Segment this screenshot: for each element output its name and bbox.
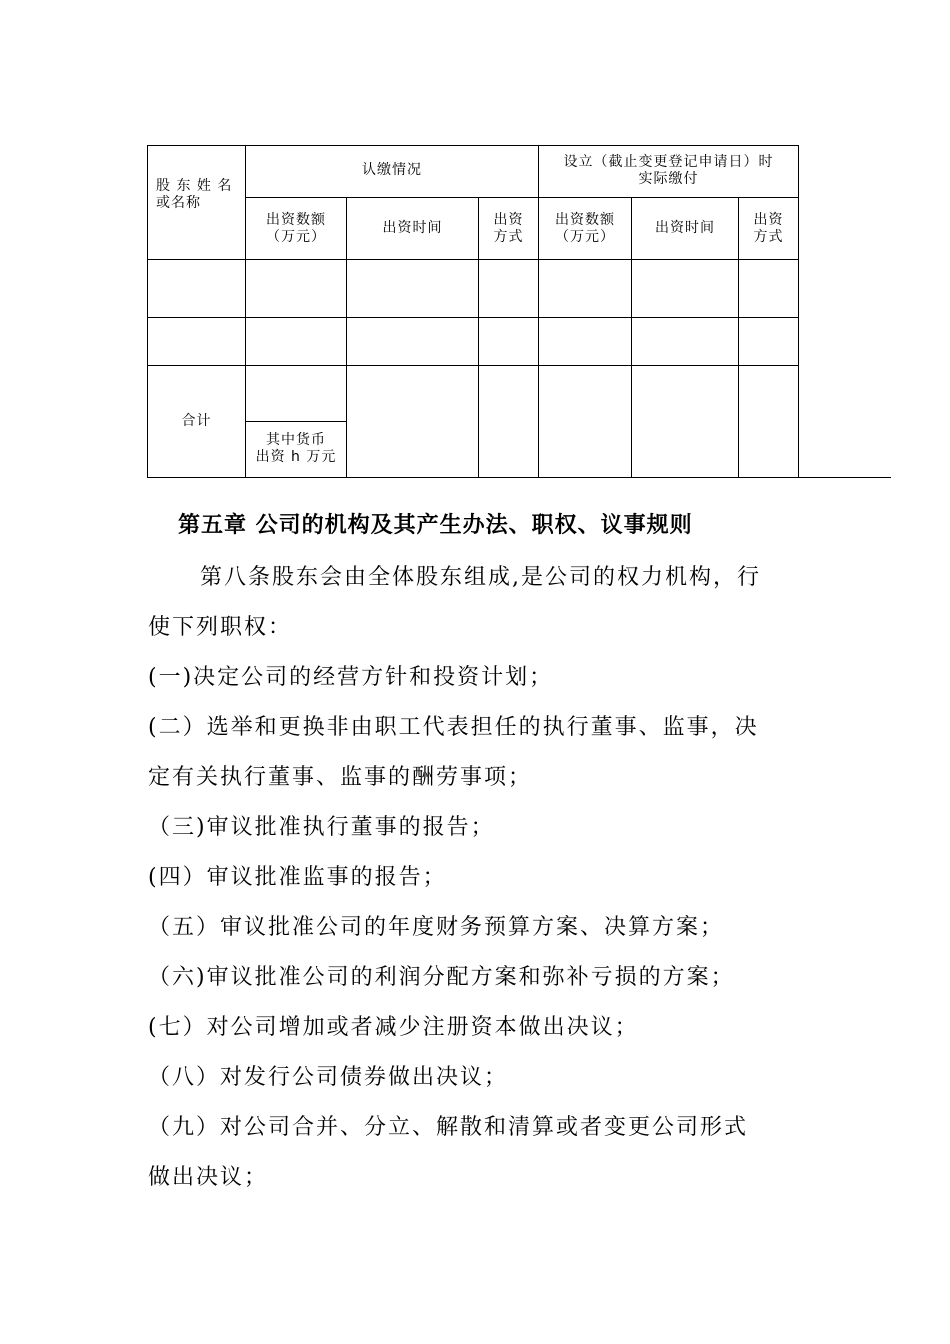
shareholder-contribution-table bbox=[0, 0, 950, 480]
amount-column-header: 出资数额 （万元） bbox=[266, 212, 326, 245]
paid-in-header: 设立（截止变更登记申请日）时 实际缴付 bbox=[563, 154, 774, 187]
subscribed-header: 认缴情况 bbox=[362, 162, 422, 178]
list-item: （三)审议批准执行董事的报告； bbox=[148, 815, 495, 840]
time-column-header: 出资时间 bbox=[382, 220, 443, 236]
list-item: （六)审议批准公司的利润分配方案和弥补亏损的方案； bbox=[148, 965, 735, 990]
list-item: 定有关执行董事、监事的酬劳事项； bbox=[148, 765, 533, 790]
paid-method-column-header: 出资 方式 bbox=[753, 212, 784, 245]
table-row-divider bbox=[245, 421, 346, 422]
currency-contribution-note: 其中货币 出资 h 万元 bbox=[255, 432, 337, 465]
list-item: (一)决定公司的经营方针和投资计划； bbox=[148, 665, 554, 690]
list-item: (四）审议批准监事的报告； bbox=[148, 865, 447, 890]
article-text: 使下列职权： bbox=[148, 615, 293, 640]
list-item: 做出决议； bbox=[148, 1165, 269, 1190]
table-col-divider bbox=[346, 197, 347, 477]
paid-time-column-header: 出资时间 bbox=[655, 220, 715, 236]
list-item: (二）选举和更换非由职工代表担任的执行董事、监事，决 bbox=[148, 715, 759, 740]
list-item: （九）对公司合并、分立、解散和清算或者变更公司形式 bbox=[148, 1115, 749, 1140]
list-item: (七）对公司增加或者减少注册资本做出决议； bbox=[148, 1015, 639, 1040]
table-col-divider bbox=[538, 145, 539, 477]
shareholder-name-header: 股 东 姓 名 或名称 bbox=[156, 178, 233, 211]
method-column-header: 出资 方式 bbox=[493, 212, 524, 245]
table-header-divider bbox=[245, 197, 798, 198]
table-col-divider bbox=[631, 197, 632, 477]
total-label: 合计 bbox=[181, 413, 212, 429]
table-border-right bbox=[798, 145, 799, 477]
list-item: （五）审议批准公司的年度财务预算方案、决算方案； bbox=[148, 915, 725, 940]
list-item: （八）对发行公司债券做出决议； bbox=[148, 1065, 509, 1090]
paid-amount-column-header: 出资数额 （万元） bbox=[555, 212, 615, 245]
article-text: 第八条股东会由全体股东组成,是公司的权力机构，行 bbox=[200, 565, 761, 590]
table-border-bottom bbox=[147, 477, 891, 478]
chapter-title: 第五章 公司的机构及其产生办法、职权、议事规则 bbox=[178, 513, 693, 538]
